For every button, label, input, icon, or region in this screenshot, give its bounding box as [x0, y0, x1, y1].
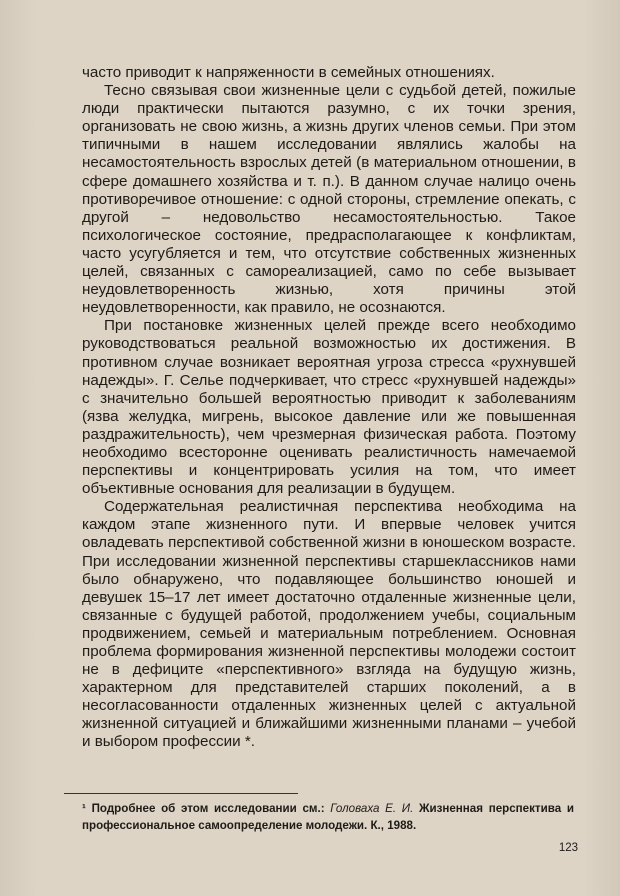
footnote-divider [64, 793, 298, 794]
footnote-mark: ¹ [82, 802, 86, 815]
page-number: 123 [558, 842, 578, 854]
body-text [82, 64, 576, 752]
paragraph-4: Содержательная реалистичная перспектива необходима на каждом этапе жизненного пути. И впервые человек учится овладевать перспективой собственной жизни в юношеском возрасте. При исследовании жизненной перспективы старшеклассников нами было обнаружено, что подавляющее большинство юношей и девушек 15–17 лет имеет достаточно отдаленные жизненные цели, связанные с будущей работой, продолжением учебы, социальным продвижением, семьей и материальным потреблением. Основная проблема формирования жизненной перспективы молодежи состоит не в дефиците «перспективного» взгляда на будущую жизнь, характерном для представителей старших поколений, а в несогласованности отдаленных жизненных целей с актуальной жизненной ситуацией и ближайшими жизненными планами – учебой и выбором профессии *. [82, 498, 576, 751]
paragraph-3: При постановке жизненных целей прежде всего необходимо руководствоваться реальной возможностью их достижения. В противном случае возникает вероятная угроза стресса «рухнувшей надежды». Г. Селье подчеркивает, что стресс «рухнувшей надежды» с значительно большей вероятностью приводит к заболеваниям (язва желудка, мигрень, высокое давление или же повышенная раздражительность), чем чрезмерная физическая работа. Поэтому необходимо всесторонне оценивать реалистичность намечаемой перспективы и концентрировать усилия на том, что имеет объективные основания для реализации в будущем. [82, 317, 576, 498]
paragraph-2: Тесно связывая свои жизненные цели с судьбой детей, пожилые люди практически пытаются разумно, с их точки зрения, организовать не свою жизнь, а жизнь других членов семьи. При этом типичными в нашем исследовании являлись жалобы на несамостоятельность взрослых детей (в материальном отношении, в сфере домашнего хозяйства и т. п.). В данном случае налицо очень противоречивое отношение: с одной стороны, стремление опекать, с другой – недовольство несамостоятельностью. Такое психологическое состояние, предрасполагающее к конфликтам, часто усугубляется и тем, что отсутствие собственных жизненных целей, связанных с самореализацией, само по себе вызывает неудовлетворенность жизнью, хотя причины этой неудовлетворенности, как правило, не осознаются. [82, 82, 576, 317]
footnote-lead: Подробнее об этом исследовании см.: [91, 802, 325, 815]
paragraph-1: часто приводит к напряженности в семейных отношениях. [82, 64, 495, 81]
footnote-author: Головаха Е. И. [330, 802, 414, 815]
footnote [82, 800, 574, 834]
footnote-citation: Жизненная перспектива и профессиональное самоопределение молодежи. К., 1988. [82, 802, 574, 832]
